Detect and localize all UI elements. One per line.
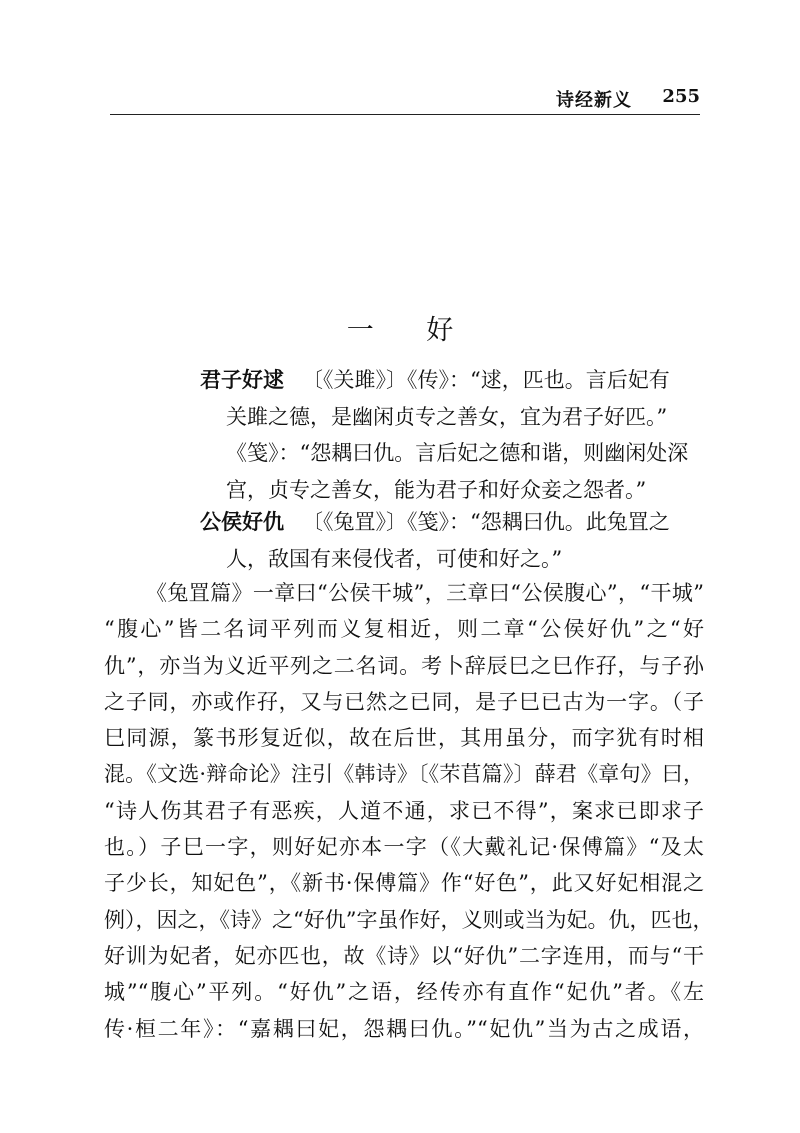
entry-line: 人，敌国有来侵伐者，可使和好之。” (226, 546, 563, 571)
body-line: 例），因之，《诗》之“好仇”字虽作好，义则或当为妃。仇，匹也， (104, 907, 714, 932)
entry-line: 关雎之德，是幽闲贞专之善女，宜为君子好匹。” (226, 404, 668, 429)
body-line: 《兔罝篇》一章曰“公侯干城”，三章曰“公侯腹心”，“干城” (146, 581, 704, 605)
page-number: 255 (662, 86, 700, 107)
entry-junzi-haoqiu (200, 362, 720, 508)
book-title: 诗经新义 (556, 90, 632, 111)
body-line: 混。《文选·辩命论》注引《韩诗》〔《芣苢篇》〕薛君《章句》曰， (104, 762, 704, 787)
body-line: 之子同，亦或作孖，又与已然之已同，是子巳已古为一字。（子 (104, 689, 704, 714)
body-line: 子少长，知妃色”，《新书·保傅篇》作“好色”，此又好妃相混之 (104, 871, 704, 896)
entry-text: 〔《兔罝》〕《笺》：“怨耦曰仇。此兔罝之 (302, 510, 670, 534)
section-title: 一 好 (346, 315, 476, 346)
body-line: 城”“腹心”平列。“好仇”之语，经传亦有直作“妃仇”者。《左 (104, 980, 704, 1005)
body-line: 巳同源，篆书形复近似，故在后世，其用虽分，而字犹有时相 (104, 726, 704, 751)
entry-line: 宫，贞专之善女，能为君子和好众妾之怨者。” (226, 477, 647, 502)
body-line: “腹心”皆二名词平列而义复相近，则二章“公侯好仇”之“好 (104, 617, 704, 642)
body-paragraph (104, 575, 714, 1047)
running-header (110, 78, 700, 115)
entry-headword: 公侯好仇 (200, 509, 284, 534)
body-line: 也。）子巳一字，则好妃亦本一字（《大戴礼记·保傅篇》“及太 (104, 835, 704, 860)
body-line: 仇”，亦当为义近平列之二名词。考卜辞辰巳之巳作孖，与子孙 (104, 653, 704, 678)
body-line: 传·桓二年》：“嘉耦曰妃，怨耦曰仇。”“妃仇”当为古之成语， (104, 1016, 704, 1041)
entry-gonghou-haochou (200, 504, 720, 577)
entry-line: 《笺》：“怨耦曰仇。言后妃之德和谐，则幽闲处深 (226, 441, 689, 465)
body-line: 好训为妃者，妃亦匹也，故《诗》以“好仇”二字连用，而与“干 (104, 943, 704, 968)
entry-headword: 君子好逑 (200, 367, 284, 392)
entry-line (200, 504, 720, 541)
body-line: “诗人伤其君子有恶疾，人道不通，求已不得”，案求已即求子 (104, 798, 704, 823)
entry-line (200, 362, 720, 399)
entry-text: 〔《关雎》〕《传》：“逑，匹也。言后妃有 (302, 368, 670, 392)
